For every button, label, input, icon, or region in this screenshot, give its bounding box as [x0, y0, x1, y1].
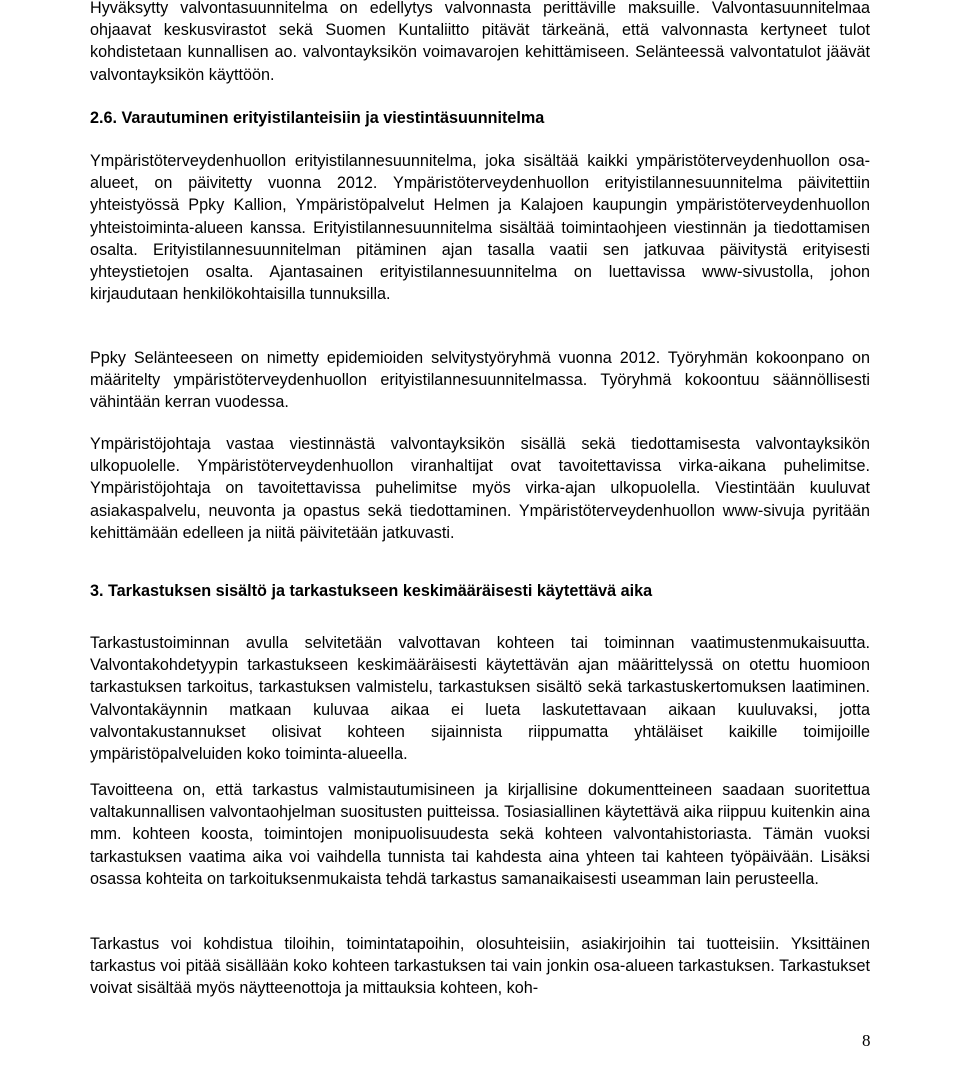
section-3-paragraph-1: Tarkastustoiminnan avulla selvitetään valvottavan kohteen tai toiminnan vaatimustenmukaisuutta. Valvontakohdetyypin tarkastukseen keskimääräisesti käytettävän ajan määrittelyssä on otettu huomioon tarkastuksen tarkoitus, tarkastuksen valmistelu, tarkastuksen sisältö sekä tarkastuskertomuksen laatiminen. Valvontakäynnin matkaan kuluvaa aikaa ei lueta laskutettavaan aikaan kuuluvaksi, jotta valvontakustannukset olisivat kohteen sijainnista riippumatta yhtäläiset kaikille toimijoille ympäristöpalveluiden koko toiminta-alueella.: [90, 634, 870, 764]
page-number: 8: [862, 1031, 871, 1050]
section-3-heading: 3. Tarkastuksen sisältö ja tarkastukseen keskimääräisesti käytettävä aika: [90, 582, 653, 600]
intro-paragraph: Hyväksytty valvontasuunnitelma on edellytys valvonnasta perittäville maksuille. Valvontasuunnitelmaa ohjaavat keskusvirastot sekä Suomen Kuntaliitto pitävät tärkeänä, että valvonnasta kertyneet tulot kohdistetaan kunnallisen ao. valvontayksikön voimavarojen kehittämiseen. Selänteessä valvontatulot jäävät valvontayksikön käyttöön.: [90, 0, 870, 84]
section-2-6-paragraph-1: Ympäristöterveydenhuollon erityistilannesuunnitelma, joka sisältää kaikki ympäristöterveydenhuollon osa-alueet, on päivitetty vuonna 2012. Ympäristöterveydenhuollon erityistilannesuunnitelma päivitettiin yhteistyössä Ppky Kallion, Ympäristöpalvelut Helmen ja Kalajoen kaupungin ympäristöterveydenhuollon yhteistoiminta-alueen kanssa. Erityistilannesuunnitelma sisältää toimintaohjeen viestinnän ja tiedottamisen osalta. Erityistilannesuunnitelman pitäminen ajan tasalla vaatii sen jatkuvaa päivitystä erityisesti yhteystietojen osalta. Ajantasainen erityistilannesuunnitelma on luettavissa www-sivustolla, johon kirjaudutaan henkilökohtaisilla tunnuksilla.: [90, 152, 870, 304]
section-3-paragraph-3: Tarkastus voi kohdistua tiloihin, toimintatapoihin, olosuhteisiin, asiakirjoihin tai tuotteisiin. Yksittäinen tarkastus voi pitää sisällään koko kohteen tarkastuksen tai vain jonkin osa-alueen tarkastuksen. Tarkastukset voivat sisältää myös näytteenottoja ja mittauksia kohteen, koh-: [90, 935, 870, 998]
section-3-paragraph-2: Tavoitteena on, että tarkastus valmistautumisineen ja kirjallisine dokumentteineen saadaan suoritettua valtakunnallisen valvontaohjelman suositusten puitteissa. Tosiasiallinen käytettävä aika riippuu kuitenkin aina mm. kohteen koosta, toimintojen monipuolisuudesta sekä kohteen valvontahistoriasta. Tämän vuoksi tarkastuksen vaatima aika voi vaihdella tunnista tai kahdesta aina yhteen tai kahteen työpäivään. Lisäksi osassa kohteita on tarkoituksenmukaista tehdä tarkastus samanaikaisesti useamman lain perusteella.: [90, 781, 870, 888]
section-2-6-paragraph-3: Ympäristöjohtaja vastaa viestinnästä valvontayksikön sisällä sekä tiedottamisesta valvontayksikön ulkopuolelle. Ympäristöterveydenhuollon viranhaltijat ovat tavoitettavissa virka-aikana puhelimitse. Ympäristöjohtaja on tavoitettavissa puhelimitse myös virka-ajan ulkopuolella. Viestintään kuuluvat asiakaspalvelu, neuvonta ja opastus sekä tiedottaminen. Ympäristöterveydenhuollon www-sivuja pyritään kehittämään edelleen ja niitä päivitetään jatkuvasti.: [90, 435, 870, 542]
section-2-6-paragraph-2: Ppky Selänteeseen on nimetty epidemioiden selvitystyöryhmä vuonna 2012. Työryhmän kokoonpano on määritelty ympäristöterveydenhuollon erityistilannesuunnitelmassa. Työryhmä kokoontuu säännöllisesti vähintään kerran vuodessa.: [90, 349, 870, 412]
section-2-6-heading: 2.6. Varautuminen erityistilanteisiin ja viestintäsuunnitelma: [90, 109, 545, 127]
